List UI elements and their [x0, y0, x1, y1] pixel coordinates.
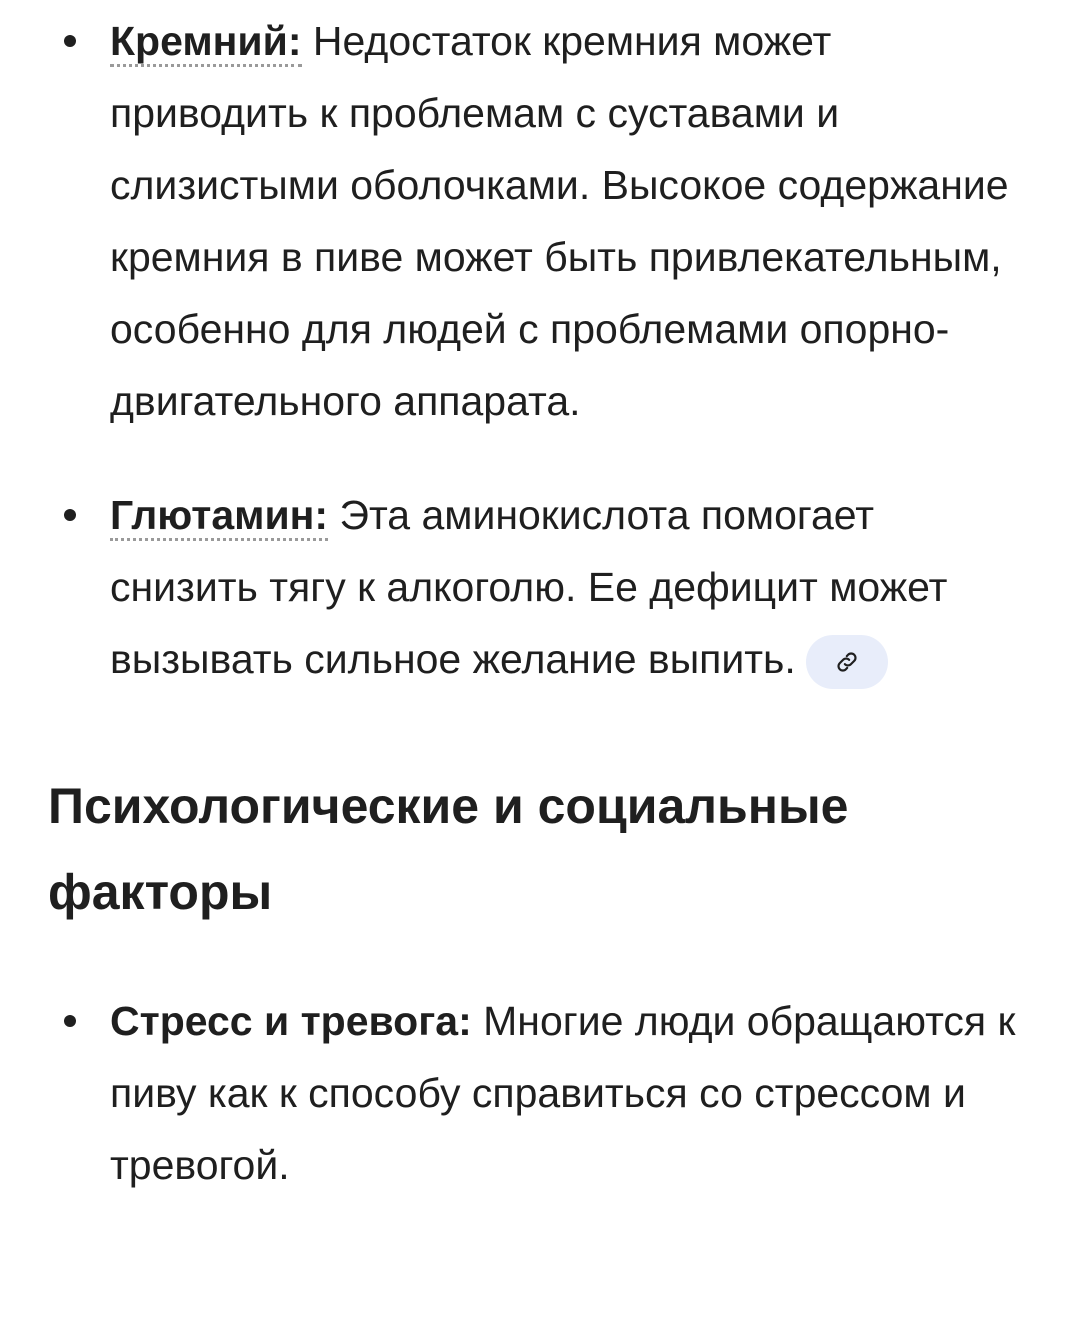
source-link-chip[interactable] [806, 635, 888, 689]
term-glutamine[interactable]: Глютамин: [110, 492, 328, 541]
bullet-icon [60, 985, 80, 1057]
bullet-icon [60, 5, 80, 77]
section-heading: Психологические и социальные факторы [48, 778, 849, 920]
list-item-silicon [0, 5, 1080, 437]
list-item-stress [0, 985, 1080, 1201]
link-icon [834, 649, 860, 675]
bullet-icon [60, 479, 80, 551]
item-text: Эта аминокислота помогает снизить тягу к алкоголю. Ее дефицит может вызывать сильное желание выпить. [110, 492, 948, 682]
item-text: Многие люди обращаются к пиву как к способу справиться со стрессом и тревогой. [110, 998, 1016, 1188]
term-stress: Стресс и тревога: [110, 998, 472, 1044]
item-text: Недостаток кремния может приводить к проблемам с суставами и слизистыми оболочками. Высокое содержание кремния в пиве может быть привлекательным, особенно для людей с проблемами опорно-двигательного аппарата. [110, 18, 1009, 424]
nutrient-list [0, 5, 1080, 695]
list-item-glutamine [0, 479, 1080, 695]
term-silicon[interactable]: Кремний: [110, 18, 302, 67]
factors-list [0, 985, 1080, 1201]
